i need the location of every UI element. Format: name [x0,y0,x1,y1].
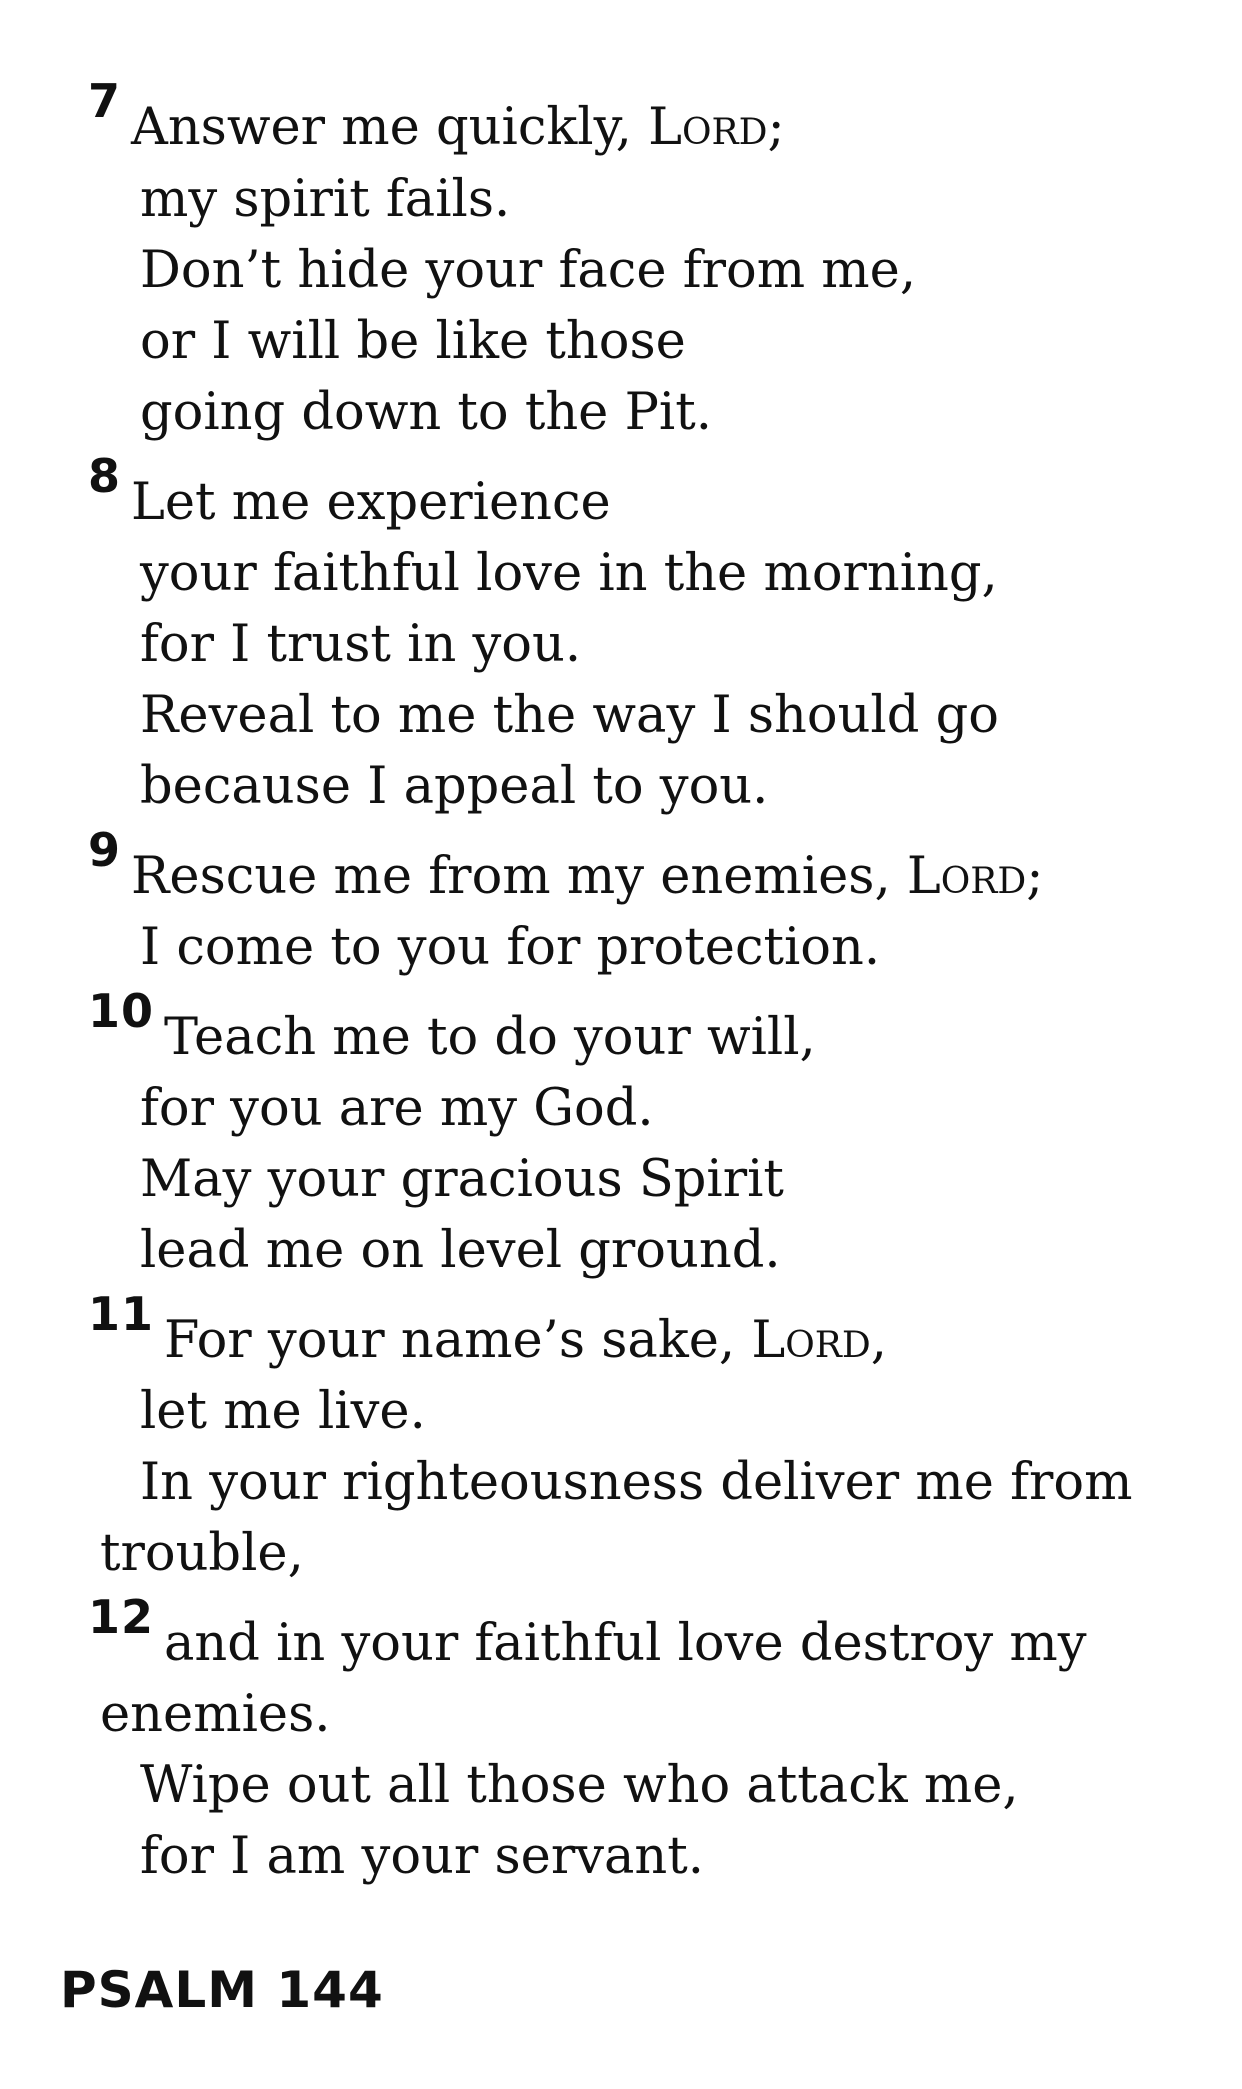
verse-line: Don’t hide your face from me, [140,241,917,300]
verse-line: and in your faithful love destroy my [164,1614,1087,1673]
verse-line: because I appeal to you. [140,757,769,816]
verse-text: , [870,1311,887,1370]
verse-number: 11 [88,1287,155,1341]
verse-text: ; [767,98,785,157]
verse-line: Teach me to do your will, [164,1008,816,1067]
verse-line: for I am your servant. [140,1827,704,1886]
verse-line: Reveal to me the way I should go [140,686,999,745]
psalm-heading: PSALM 144 [60,1961,384,2019]
verse-line: In your righteousness deliver me from [140,1453,1133,1512]
verse-line: my spirit fails. [140,170,511,229]
verse-line: lead me on level ground. [140,1221,781,1280]
verse-line: trouble, [100,1524,304,1583]
verse-text: Answer me quickly, [131,98,649,157]
verse-number: 12 [88,1590,155,1644]
verse-line: your faithful love in the morning, [140,544,998,603]
verse-line: Wipe out all those who attack me, [140,1756,1019,1815]
verse-line: Let me experience [131,473,611,532]
verse-text: ; [1026,847,1044,906]
verse-line: going down to the Pit. [140,383,712,442]
verse-text: Rescue me from my enemies, [131,847,907,906]
verse-line: May your gracious Spirit [140,1150,784,1209]
verse-line: I come to you for protection. [140,918,881,977]
verse-line [131,847,1043,907]
verse-line: enemies. [100,1685,331,1744]
verse-text: For your name’s sake, [164,1311,752,1370]
divine-name: Lord [906,847,1027,906]
verse-line [131,98,785,158]
verse-line: let me live. [140,1382,426,1441]
verse-line: for I trust in you. [140,615,582,674]
verse-line: or I will be like those [140,312,686,371]
verse-line: for you are my God. [140,1079,654,1138]
verse-number: 7 [88,74,122,128]
verse-number: 8 [88,449,122,503]
verse-number: 9 [88,823,122,877]
divine-name: Lord [751,1311,871,1370]
verse-number: 10 [88,984,155,1038]
divine-name: Lord [648,98,768,157]
verse-line [164,1311,887,1371]
